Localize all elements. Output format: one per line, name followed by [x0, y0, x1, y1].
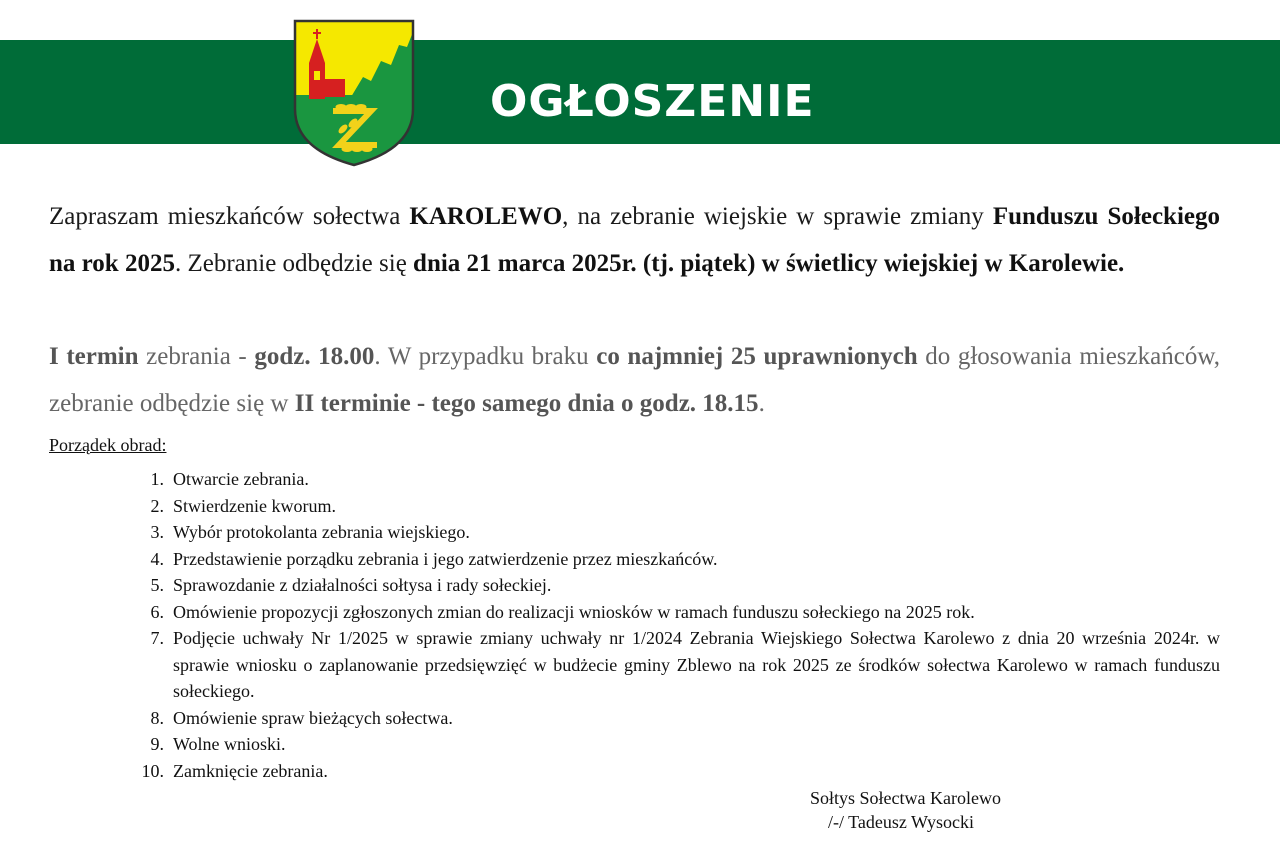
intro-text-1: Zapraszam mieszkańców sołectwa	[49, 203, 410, 230]
agenda-item	[140, 546, 1220, 573]
agenda-item-number: 8.	[150, 707, 173, 728]
agenda-item-text: Omówienie propozycji zgłoszonych zmian do realizacji wniosków w ramach funduszu sołeckiego na 2025 rok.	[173, 601, 975, 622]
agenda-item-text: Zamknięcie zebrania.	[173, 760, 328, 781]
second-term: II terminie - tego samego dnia o godz. 18.15	[294, 390, 759, 417]
first-term-label: I termin	[49, 343, 139, 370]
coat-of-arms-icon	[291, 17, 417, 169]
agenda-item	[140, 625, 1220, 705]
agenda-list	[140, 466, 1220, 784]
agenda-item	[140, 705, 1220, 732]
agenda-item-number: 2.	[150, 495, 173, 516]
meeting-date-place: dnia 21 marca 2025r. (tj. piątek) w świetlicy wiejskiej w Karolewie.	[413, 250, 1125, 277]
quorum-requirement: co najmniej 25 uprawnionych	[596, 343, 918, 370]
intro-text-2: , na zebranie wiejskie w sprawie zmiany	[562, 203, 993, 230]
agenda-title: Porządek obrad:	[49, 435, 167, 455]
agenda-item-text: Wybór protokolanta zebrania wiejskiego.	[173, 522, 470, 542]
signature-role: Sołtys Sołectwa Karolewo	[810, 788, 1001, 808]
agenda-item-number: 3.	[150, 522, 173, 542]
agenda-item-number: 9.	[150, 734, 173, 754]
agenda-item-text: Stwierdzenie kworum.	[173, 495, 336, 516]
agenda-item-number: 7.	[150, 628, 173, 648]
agenda-item-text: Sprawozdanie z działalności sołtysa i rady sołeckiej.	[173, 575, 552, 595]
signature-name: /-/ Tadeusz Wysocki	[828, 812, 974, 832]
info-text-1: zebrania -	[138, 343, 255, 370]
village-name: KAROLEWO	[409, 203, 563, 230]
agenda-item	[140, 519, 1220, 546]
agenda-item	[140, 599, 1220, 626]
agenda-item-text: Wolne wnioski.	[173, 734, 286, 754]
agenda-item-text: Przedstawienie porządku zebrania i jego zatwierdzenie przez mieszkańców.	[173, 548, 718, 569]
intro-text-3: . Zebranie odbędzie się	[174, 250, 414, 277]
agenda-item-number: 6.	[150, 601, 173, 622]
agenda-item-text: Podjęcie uchwały Nr 1/2025 w sprawie zmiany uchwały nr 1/2024 Zebrania Wiejskiego Sołectwa Karolewo z dnia 20 września 2024r. w sprawie wniosku o zaplanowanie przedsięwzięć w budżecie gminy Zblewo na rok 2025 ze środków sołectwa Karolewo w ramach funduszu sołeckiego.	[173, 628, 1220, 701]
first-term-time: godz. 18.00	[254, 343, 375, 370]
agenda-item	[140, 493, 1220, 520]
info-text-3: do głosowania mieszkańców, zebranie odbędzie się w	[49, 343, 1221, 417]
agenda-item-text: Omówienie spraw bieżących sołectwa.	[173, 707, 453, 728]
signature-block	[810, 786, 1001, 834]
agenda-item	[140, 466, 1220, 493]
agenda-item-number: 10.	[141, 760, 173, 781]
info-text-2: . W przypadku braku	[374, 343, 597, 370]
agenda-item-number: 1.	[150, 469, 173, 489]
agenda-item-number: 4.	[150, 548, 173, 569]
fund-name: Funduszu Sołeckiego na rok 2025	[49, 203, 1220, 277]
info-text-4: .	[758, 390, 765, 417]
agenda-item-number: 5.	[150, 575, 173, 595]
announcement-title: OGŁOSZENIE	[490, 76, 815, 127]
meeting-terms-paragraph	[49, 333, 1220, 427]
agenda-item	[140, 758, 1220, 785]
agenda-item	[140, 731, 1220, 758]
agenda-item-text: Otwarcie zebrania.	[173, 469, 309, 489]
agenda-item	[140, 572, 1220, 599]
invitation-paragraph	[49, 193, 1220, 287]
